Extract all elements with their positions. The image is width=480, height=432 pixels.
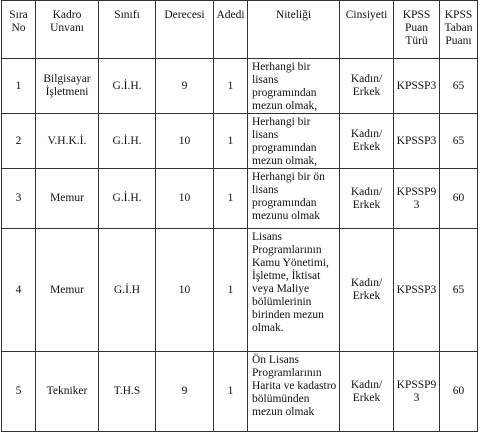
cell-kpss-turu: KPSSP93 <box>394 352 440 432</box>
cell-kpss-taban: 60 <box>440 352 478 432</box>
cell-kpss-taban: 65 <box>440 59 478 114</box>
cell-adedi: 1 <box>214 59 248 114</box>
cell-sinifi: G.İ.H. <box>99 114 156 169</box>
table-row <box>2 169 478 229</box>
cell-kpss-turu: KPSSP3 <box>394 114 440 169</box>
table-row <box>2 114 478 169</box>
header-kadro-unvani: Kadro Unvanı <box>36 1 99 59</box>
staff-positions-table <box>1 0 478 432</box>
cell-kpss-taban: 60 <box>440 169 478 229</box>
header-derecesi: Derecesi <box>156 1 214 59</box>
cell-kpss-turu: KPSSP3 <box>394 59 440 114</box>
cell-niteligi: Herhangi bir lisans programından mezun olmak, <box>248 59 340 114</box>
header-sira-no: Sıra No <box>2 1 36 59</box>
cell-cinsiyeti: Kadın/ Erkek <box>340 169 394 229</box>
cell-derecesi: 9 <box>156 59 214 114</box>
cell-cinsiyeti: Kadın/ Erkek <box>340 59 394 114</box>
cell-cinsiyeti: Kadın/ Erkek <box>340 229 394 352</box>
cell-niteligi: Herhangi bir lisans programından mezun olmak, <box>248 114 340 169</box>
table-row <box>2 229 478 352</box>
cell-adedi: 1 <box>214 114 248 169</box>
cell-sira: 5 <box>2 352 36 432</box>
header-adedi: Adedi <box>214 1 248 59</box>
cell-sinifi: G.İ.H. <box>99 169 156 229</box>
cell-derecesi: 10 <box>156 169 214 229</box>
header-niteligi: Niteliği <box>248 1 340 59</box>
cell-kadro: Memur <box>36 229 99 352</box>
table-row <box>2 352 478 432</box>
cell-sira: 4 <box>2 229 36 352</box>
cell-kpss-turu: KPSSP3 <box>394 229 440 352</box>
cell-cinsiyeti: Kadın/ Erkek <box>340 114 394 169</box>
cell-sinifi: G.İ.H <box>99 229 156 352</box>
cell-adedi: 1 <box>214 352 248 432</box>
header-sinifi: Sınıfı <box>99 1 156 59</box>
header-kpss-taban-puani: KPSS Taban Puanı <box>440 1 478 59</box>
cell-sinifi: T.H.S <box>99 352 156 432</box>
cell-niteligi: Herhangi bir ön lisans programından mezunu olmak <box>248 169 340 229</box>
cell-kpss-turu: KPSSP93 <box>394 169 440 229</box>
cell-derecesi: 9 <box>156 352 214 432</box>
cell-cinsiyeti: Kadın/ Erkek <box>340 352 394 432</box>
cell-adedi: 1 <box>214 169 248 229</box>
cell-derecesi: 10 <box>156 229 214 352</box>
table-row <box>2 59 478 114</box>
cell-kadro: Memur <box>36 169 99 229</box>
cell-niteligi: Ön Lisans Programlarının Harita ve kadastro bölümünden mezun olmak <box>248 352 340 432</box>
cell-derecesi: 10 <box>156 114 214 169</box>
cell-kadro: Bilgisayar İşletmeni <box>36 59 99 114</box>
cell-sira: 1 <box>2 59 36 114</box>
cell-kadro: Tekniker <box>36 352 99 432</box>
cell-sinifi: G.İ.H. <box>99 59 156 114</box>
cell-niteligi: Lisans Programlarının Kamu Yönetimi, İşletme, İktisat veya Maliye bölümlerinin birinden mezun olmak. <box>248 229 340 352</box>
cell-kpss-taban: 65 <box>440 114 478 169</box>
cell-kadro: V.H.K.İ. <box>36 114 99 169</box>
cell-kpss-taban: 65 <box>440 229 478 352</box>
cell-sira: 2 <box>2 114 36 169</box>
table-header-row <box>2 1 478 59</box>
header-cinsiyeti: Cinsiyeti <box>340 1 394 59</box>
cell-adedi: 1 <box>214 229 248 352</box>
cell-sira: 3 <box>2 169 36 229</box>
header-kpss-puan-turu: KPSS Puan Türü <box>394 1 440 59</box>
